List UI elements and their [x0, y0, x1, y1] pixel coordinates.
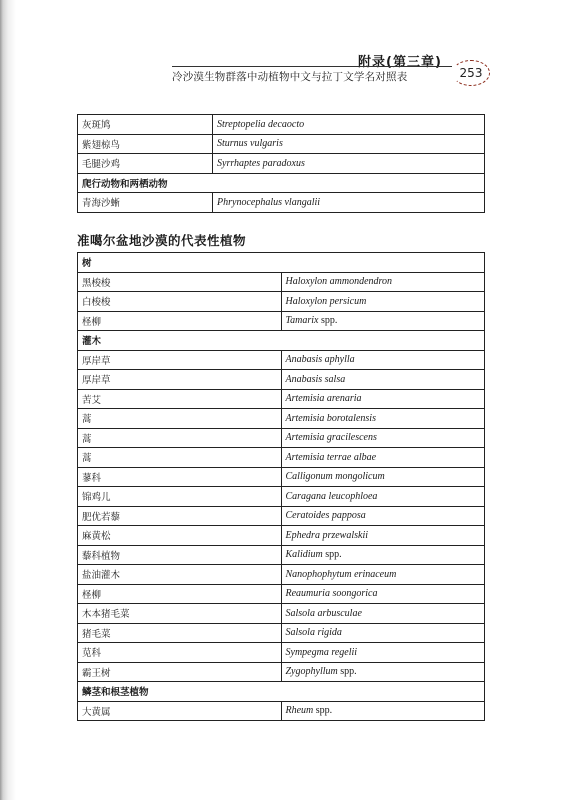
latin-name: Salsola arbusculae: [285, 607, 362, 619]
table-row: [78, 134, 485, 154]
latin-name-cell: [281, 311, 485, 331]
table-row: [78, 448, 485, 468]
chinese-name-cell: 厚岸草: [78, 370, 282, 390]
latin-name: Syrrhaptes paradoxus: [217, 157, 305, 169]
table-row: [78, 467, 485, 487]
table-row: [78, 545, 485, 565]
latin-suffix: spp.: [318, 315, 338, 327]
latin-name: Calligonum mongolicum: [285, 471, 385, 483]
latin-name: Rheum: [285, 705, 314, 717]
latin-name: Zygophyllum: [285, 666, 338, 678]
latin-name: Tamarix: [285, 315, 319, 327]
latin-name-cell: [281, 604, 485, 624]
table-row: [78, 389, 485, 409]
chinese-name-cell: 蒿: [78, 428, 282, 448]
table-row: [78, 272, 485, 292]
latin-name: Streptopelia decaocto: [217, 118, 305, 130]
latin-name-cell: [281, 409, 485, 429]
table-section-row: [78, 253, 485, 273]
latin-name-cell: [281, 292, 485, 312]
chinese-name-cell: 柽柳: [78, 311, 282, 331]
section-label: 鳞茎和根茎植物: [78, 682, 485, 702]
latin-name: Anabasis aphylla: [285, 354, 355, 366]
latin-name: Artemisia borotalensis: [285, 412, 376, 424]
latin-name-cell: [281, 623, 485, 643]
running-header-title: 冷沙漠生物群落中动植物中文与拉丁文学名对照表: [172, 71, 408, 83]
table-row: [78, 409, 485, 429]
table-row: [78, 584, 485, 604]
latin-name-cell: [281, 428, 485, 448]
latin-suffix: spp.: [337, 666, 357, 678]
chinese-name-cell: 苋科: [78, 643, 282, 663]
animal-name-table: [77, 114, 485, 213]
table-row: [78, 487, 485, 507]
table-row: [78, 292, 485, 312]
chinese-name-cell: 藜科植物: [78, 545, 282, 565]
latin-name-cell: [281, 370, 485, 390]
latin-name-cell: [213, 134, 485, 154]
chinese-name-cell: 苦艾: [78, 389, 282, 409]
latin-name: Reaumuria soongorica: [285, 588, 378, 600]
latin-suffix: spp.: [313, 705, 333, 717]
chinese-name-cell: 蒿: [78, 448, 282, 468]
latin-name: Haloxylon ammondendron: [285, 276, 393, 288]
latin-name-cell: [281, 526, 485, 546]
latin-name-cell: [281, 565, 485, 585]
latin-name-cell: [281, 662, 485, 682]
table-section-row: [78, 173, 485, 193]
latin-name-cell: [213, 115, 485, 135]
page-binding-edge: [0, 0, 16, 800]
chinese-name-cell: 猪毛菜: [78, 623, 282, 643]
latin-name: Nanophophytum erinaceum: [285, 568, 397, 580]
latin-name-cell: [213, 193, 485, 213]
latin-name: Ephedra przewalskii: [285, 529, 368, 541]
latin-name-cell: [281, 487, 485, 507]
table-row: [78, 526, 485, 546]
latin-name-cell: [281, 643, 485, 663]
latin-name-cell: [281, 389, 485, 409]
latin-name-cell: [281, 701, 485, 721]
latin-name: Phrynocephalus vlangalii: [217, 196, 321, 208]
latin-name: Artemisia arenaria: [285, 393, 362, 405]
latin-name: Anabasis salsa: [285, 373, 346, 385]
table-section-row: [78, 331, 485, 351]
chinese-name-cell: 麻黄松: [78, 526, 282, 546]
chinese-name-cell: 灰斑鸠: [78, 115, 213, 135]
chinese-name-cell: 厚岸草: [78, 350, 282, 370]
table-row: [78, 506, 485, 526]
table-row: [78, 350, 485, 370]
table-row: [78, 565, 485, 585]
table-row: [78, 311, 485, 331]
table-row: [78, 623, 485, 643]
page-number: 253: [452, 60, 490, 86]
chinese-name-cell: 紫翅椋鸟: [78, 134, 213, 154]
latin-name: Artemisia terrae albae: [285, 451, 377, 463]
table-row: [78, 370, 485, 390]
chinese-name-cell: 蓼科: [78, 467, 282, 487]
chinese-name-cell: 毛腿沙鸡: [78, 154, 213, 174]
chapter-heading: 附录(第三章): [358, 55, 442, 70]
latin-name-cell: [281, 506, 485, 526]
latin-name-cell: [281, 467, 485, 487]
latin-name: Sympegma regelii: [285, 646, 358, 658]
latin-name-cell: [281, 350, 485, 370]
latin-name-cell: [281, 584, 485, 604]
plant-name-table: [77, 252, 485, 721]
table-row: [78, 428, 485, 448]
table-row: [78, 643, 485, 663]
section-label: 爬行动物和两栖动物: [78, 173, 485, 193]
chinese-name-cell: 霸王树: [78, 662, 282, 682]
latin-name: Haloxylon persicum: [285, 295, 367, 307]
table-section-row: [78, 682, 485, 702]
table-row: [78, 115, 485, 135]
table-row: [78, 604, 485, 624]
table-row: [78, 193, 485, 213]
chinese-name-cell: 木本猪毛菜: [78, 604, 282, 624]
section-label: 灌木: [78, 331, 485, 351]
latin-name: Sturnus vulgaris: [217, 138, 283, 150]
latin-name-cell: [281, 272, 485, 292]
chinese-name-cell: 盐油灌木: [78, 565, 282, 585]
chinese-name-cell: 肥优若藜: [78, 506, 282, 526]
chinese-name-cell: 锦鸡儿: [78, 487, 282, 507]
table-row: [78, 701, 485, 721]
table-row: [78, 662, 485, 682]
latin-name: Ceratoides papposa: [285, 510, 366, 522]
latin-name: Artemisia gracilescens: [285, 432, 377, 444]
chinese-name-cell: 柽柳: [78, 584, 282, 604]
table-row: [78, 154, 485, 174]
header-rule: [172, 66, 452, 67]
latin-name: Kalidium: [285, 549, 323, 561]
chinese-name-cell: 青海沙蜥: [78, 193, 213, 213]
section-title: 准噶尔盆地沙漠的代表性植物: [77, 233, 247, 248]
section-label: 树: [78, 253, 485, 273]
chinese-name-cell: 白梭梭: [78, 292, 282, 312]
latin-name-cell: [281, 545, 485, 565]
latin-suffix: spp.: [322, 549, 342, 561]
chinese-name-cell: 大黄属: [78, 701, 282, 721]
latin-name: Salsola rigida: [285, 627, 342, 639]
chinese-name-cell: 蒿: [78, 409, 282, 429]
latin-name-cell: [281, 448, 485, 468]
latin-name-cell: [213, 154, 485, 174]
chinese-name-cell: 黑梭梭: [78, 272, 282, 292]
latin-name: Caragana leucophloea: [285, 490, 378, 502]
